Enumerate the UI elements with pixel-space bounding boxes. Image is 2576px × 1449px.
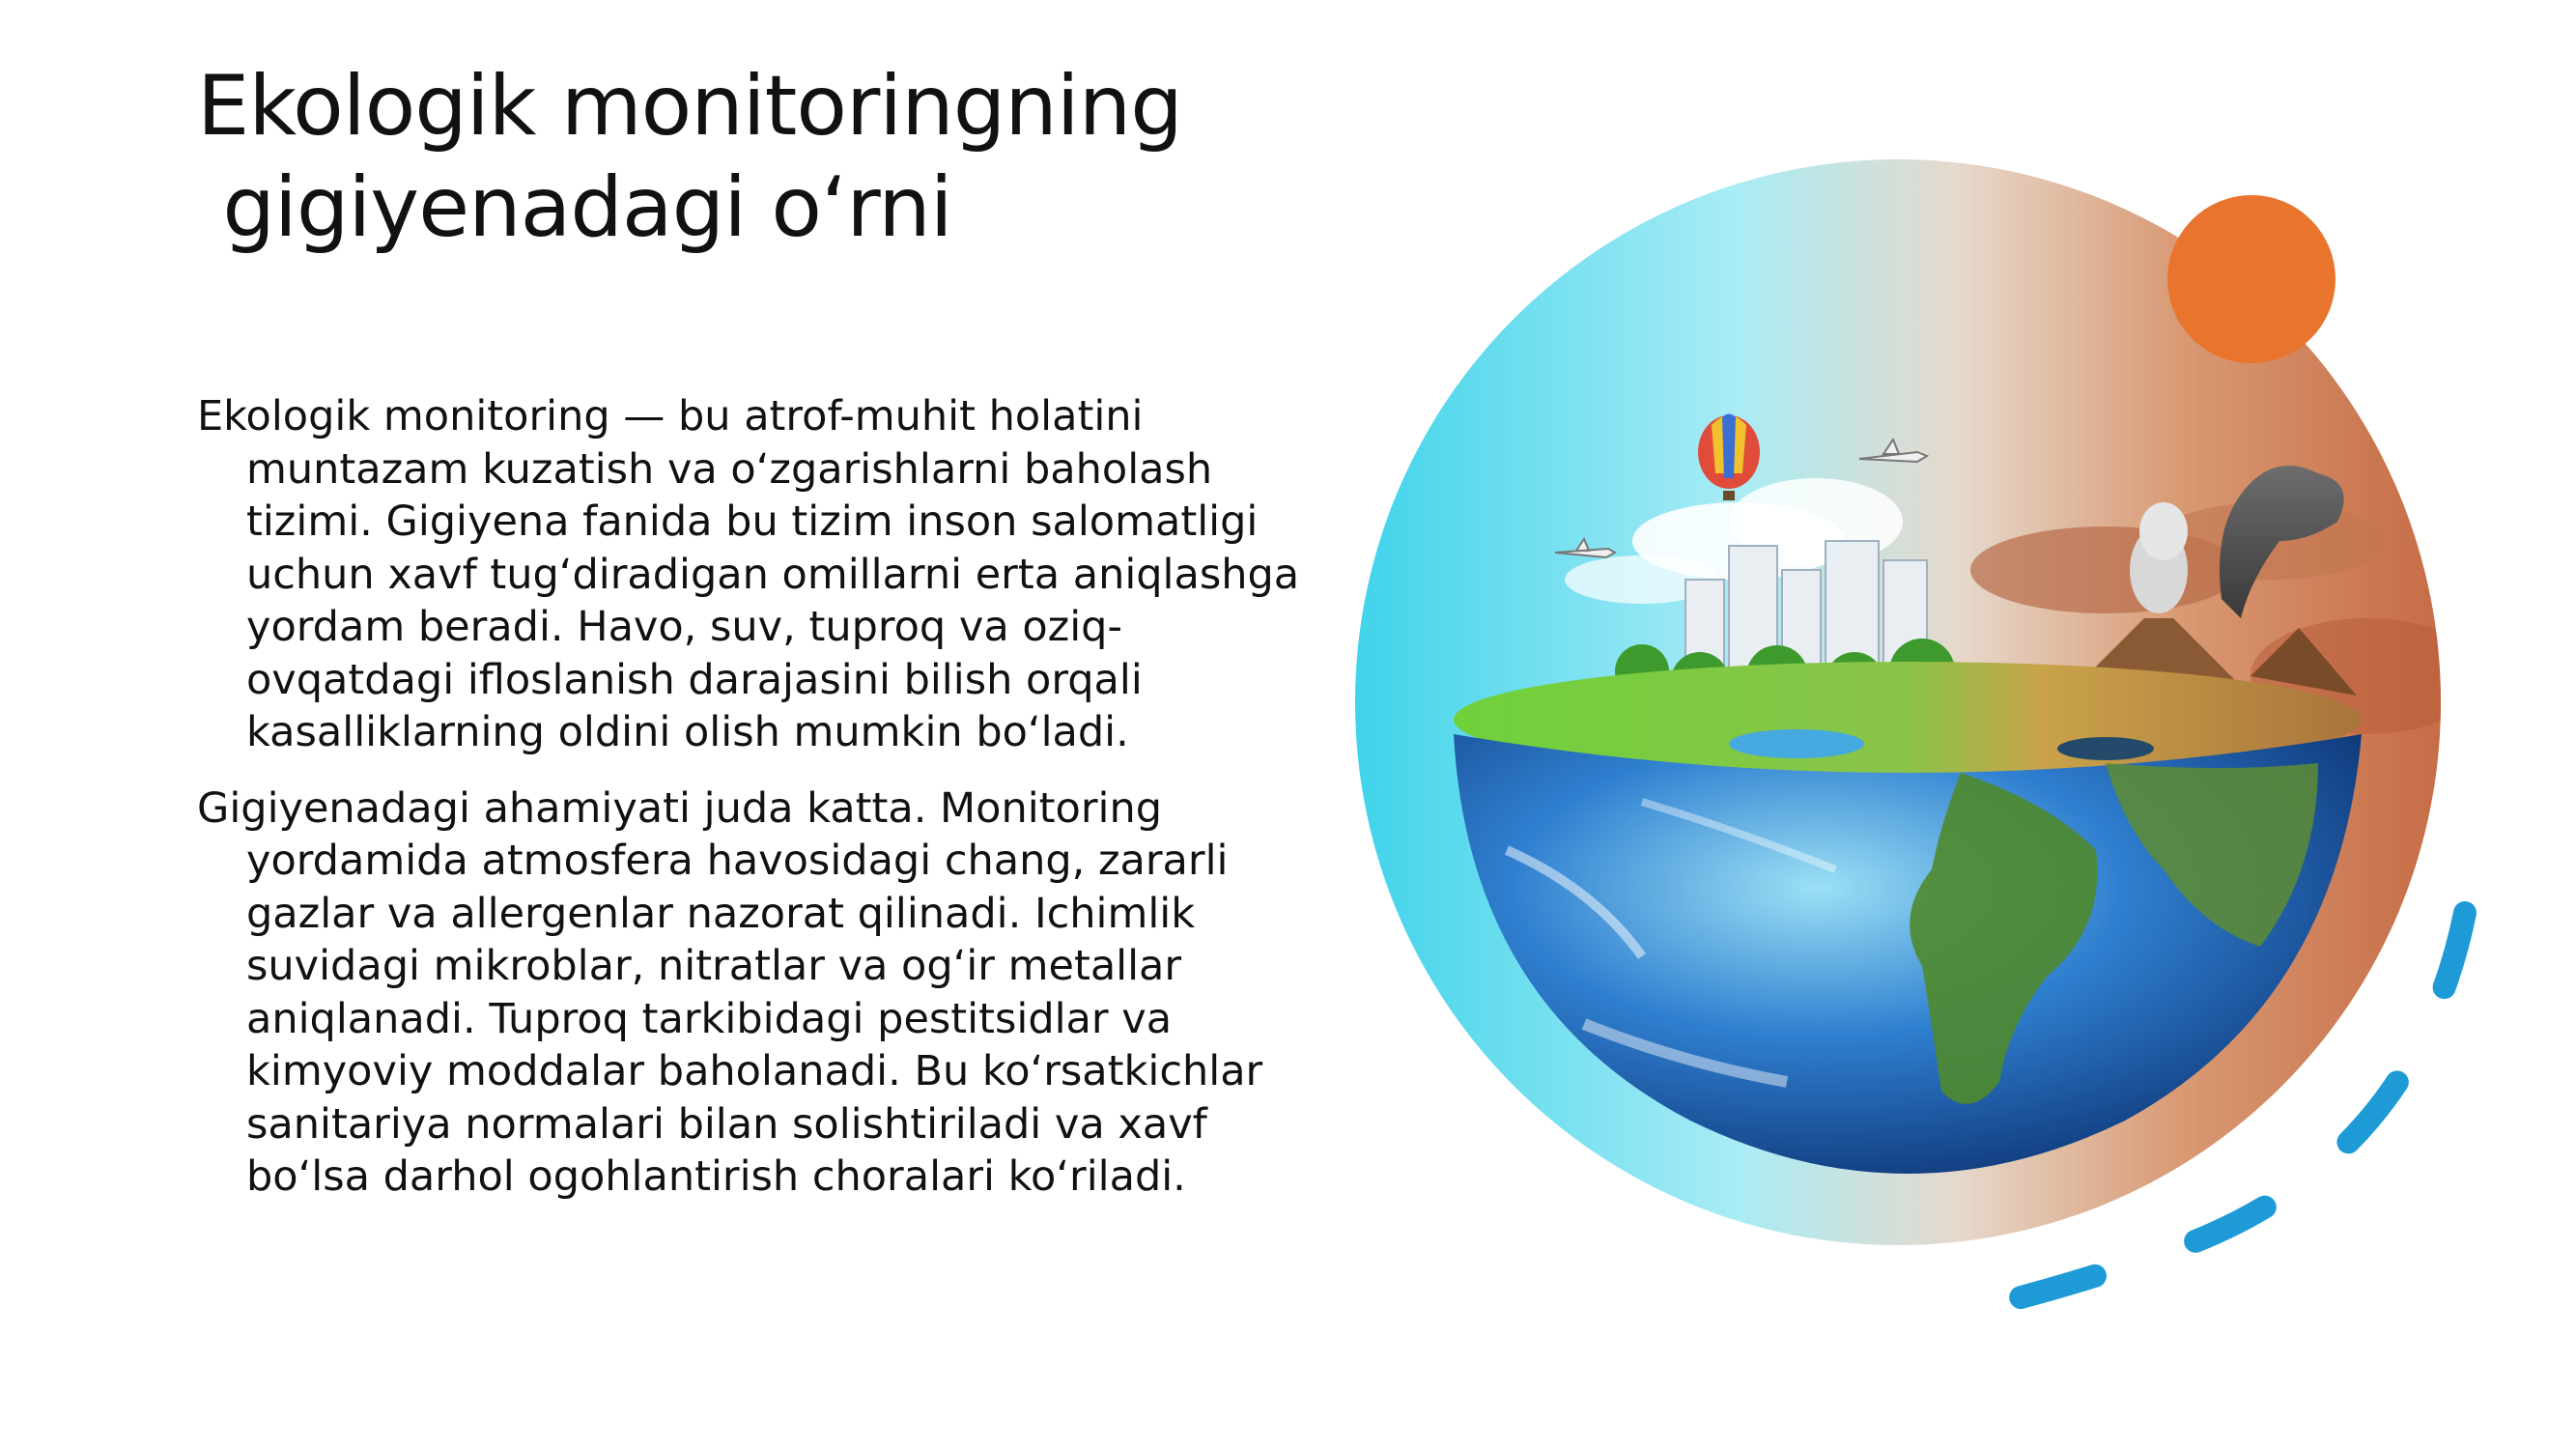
paragraph-line: uchun xavf tug‘diradigan omillarni erta aniqlashga — [246, 550, 1300, 599]
paragraph-line: bo‘lsa darhol ogohlantirish choralari ko‘riladi. — [246, 1152, 1186, 1201]
paragraph-line: kasalliklarning oldini olish mumkin bo‘ladi. — [246, 708, 1129, 756]
paragraph-line: tizimi. Gigiyena fanida bu tizim inson salomatligi — [246, 497, 1259, 546]
orange-accent-circle — [2167, 195, 2335, 363]
title-line-1: Ekologik monitoringning — [197, 58, 1182, 155]
paragraph-line: Gigiyenadagi ahamiyati juda katta. Monitoring — [197, 783, 1162, 833]
paragraph-line: sanitariya normalari bilan solishtiriladi va xavf — [246, 1099, 1207, 1149]
paragraph-line: suvidagi mikroblar, nitratlar va og‘ir metallar — [246, 942, 1182, 990]
paragraph-1 — [197, 390, 1356, 759]
paragraph-2 — [197, 782, 1356, 1204]
earth-illustration — [1333, 145, 2492, 1343]
paragraph-line: yordam beradi. Havo, suv, tuproq va oziq- — [246, 603, 1122, 651]
paragraph-line: yordamida atmosfera havosidagi chang, zararli — [246, 837, 1229, 885]
paragraph-line: gazlar va allergenlar nazorat qilinadi. Ichimlik — [246, 889, 1196, 938]
paragraph-line: kimyoviy moddalar baholanadi. Bu ko‘rsatkichlar — [246, 1047, 1263, 1095]
title-line-2: gigiyenadagi o‘rni — [197, 159, 952, 256]
paragraph-line: Ekologik monitoring — bu atrof-muhit holatini — [197, 392, 1144, 440]
paragraph-line: aniqlanadi. Tuproq tarkibidagi pestitsidlar va — [246, 994, 1173, 1043]
slide-body — [197, 390, 1356, 1227]
paragraph-line: ovqatdagi ifloslanish darajasini bilish orqali — [246, 655, 1143, 704]
paragraph-line: muntazam kuzatish va o‘zgarishlarni baholash — [246, 444, 1213, 494]
slide-title — [197, 56, 1317, 259]
